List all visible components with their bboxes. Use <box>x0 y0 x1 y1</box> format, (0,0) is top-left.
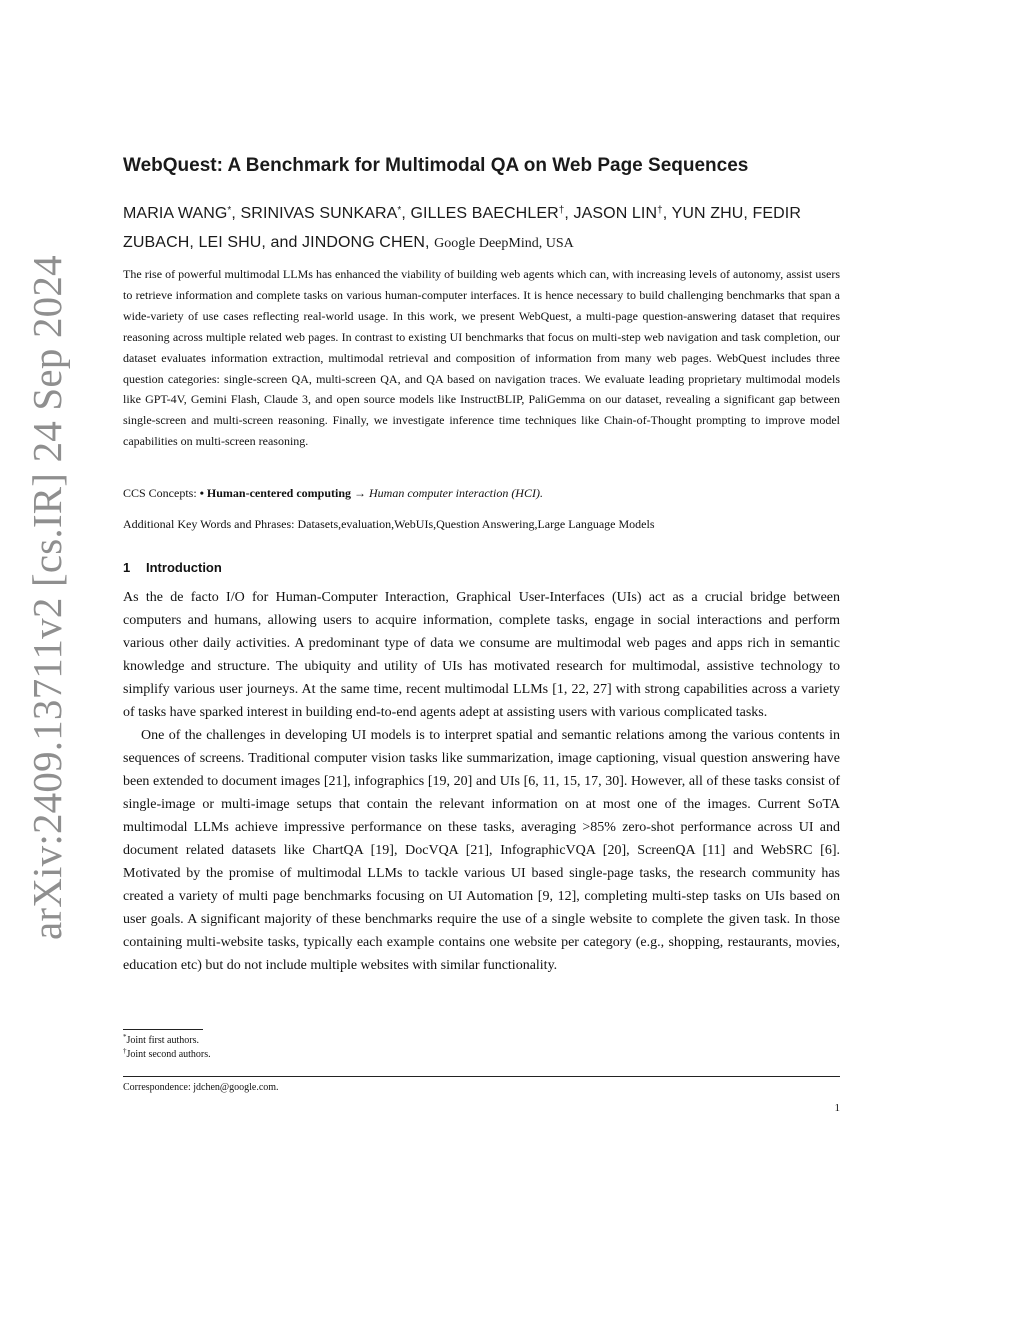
correspondence: Correspondence: jdchen@google.com. <box>123 1082 279 1093</box>
footnotes <box>123 1034 840 1062</box>
footnote-text: Joint second authors. <box>126 1049 211 1060</box>
author-name: MARIA WANG <box>123 205 228 222</box>
body-paragraph: As the de facto I/O for Human-Computer Interaction, Graphical User-Interfaces (UIs) act as a crucial bridge between computers and humans, allowing users to acquire information, complete tasks, engage in social interactions and perform various other daily activities. A predominant type of data we consume are multimodal web pages and apps rich in semantic knowledge and structure. The ubiquity and utility of UIs has motivated research for multimodal, assistive technology to simplify various user journeys. At the same time, recent multimodal LLMs [1, 22, 27] with strong capabilities across a variety of tasks have sparked interest in building end-to-end agents adept at assisting users with various complicated tasks. <box>123 590 840 720</box>
keywords: Additional Key Words and Phrases: Datasets,evaluation,WebUIs,Question Answering,Large Language Models <box>123 517 655 531</box>
author-name: JASON LIN <box>573 205 658 222</box>
footnote-mark: † <box>123 1047 127 1055</box>
ccs-concept: Human-centered computing <box>206 486 351 500</box>
body-paragraph: One of the challenges in developing UI models is to interpret spatial and semantic relations among the various contents in sequences of screens. Traditional computer vision tasks like summarization, image captioning, visual question answering have been extended to document images [21], infographics [19, 20] and UIs [6, 11, 15, 17, 30]. However, all of these tasks consist of single-image or multi-image setups that contain the relevant information on at most one of the images. Current SoTA multimodal LLMs achieve impressive performance on these tasks, averaging >85% zero-shot performance across UI and document related datasets like ChartQA [19], DocVQA [21], InfographicVQA [20], ScreenQA [11] and WebSRC [6]. Motivated by the promise of multimodal LLMs to tackle various UI based single-page tasks, the research community has created a variety of multi page benchmarks focusing on UI Automation [9, 12], completing multi-step tasks on UIs based on user goals. A significant majority of these benchmarks require the use of a single website to complete the given task. In those containing multi-website tasks, typically each example contains one website per category (e.g., shopping, restaurants, movies, education etc) but do not include multiple websites with similar functionality. <box>123 728 840 973</box>
footnote-text: Joint first authors. <box>126 1035 199 1046</box>
ccs-subconcept: Human computer interaction (HCI). <box>369 486 543 500</box>
section-number: 1 <box>123 560 131 575</box>
author-name: GILLES BAECHLER <box>410 205 559 222</box>
abstract: The rise of powerful multimodal LLMs has enhanced the viability of building web agents which can, with increasing levels of autonomy, assist users to retrieve information and complete tasks on various human-computer interfaces. It is hence necessary to build challenging benchmarks that span a wide-variety of use cases reflecting real-world usage. In this work, we present WebQuest, a multi-page question-answering dataset that requires reasoning across multiple related web pages. In contrast to existing UI benchmarks that focus on multi-step web navigation and task completion, our dataset evaluates information extraction, multimodal retrieval and composition of information from many web pages. WebQuest includes three question categories: single-screen QA, multi-screen QA, and QA based on navigation traces. We evaluate leading proprietary multimodal models like GPT-4V, Gemini Flash, Claude 3, and open source models like InstructBLIP, PaliGemma on our dataset, revealing a significant gap between single-screen and multi-screen reasoning. Finally, we investigate inference time techniques like Chain-of-Thought prompting to improve model capabilities on multi-screen reasoning. <box>123 267 840 449</box>
paper-title: WebQuest: A Benchmark for Multimodal QA on Web Page Sequences <box>123 155 749 176</box>
ccs-bullet: • <box>199 486 204 500</box>
author-footnote-mark: * <box>397 205 402 216</box>
author-names-rest: YUN ZHU, FEDIR ZUBACH, LEI SHU, and JINDONG CHEN, <box>123 205 801 251</box>
section-heading <box>123 558 840 578</box>
arxiv-stamp: arXiv:2409.13711v2 [cs.IR] 24 Sep 2024 <box>24 255 70 940</box>
footnote <box>123 1034 840 1048</box>
author-footnote-mark: † <box>558 205 565 216</box>
footnote-mark: * <box>123 1033 127 1041</box>
author-list: MARIA WANG*, SRINIVAS SUNKARA*, GILLES BAECHLER†, JASON LIN†, YUN ZHU, FEDIR ZUBACH, LEI SHU, and JINDONG CHEN, Google DeepMind, USA <box>123 205 801 251</box>
ccs-concepts <box>123 484 840 502</box>
author-affiliation: Google DeepMind, USA <box>434 236 574 251</box>
page-number: 1 <box>834 1102 840 1114</box>
footnote <box>123 1048 840 1062</box>
author-footnote-mark: † <box>657 205 663 216</box>
author-footnote-mark: * <box>227 205 232 216</box>
section-title: Introduction <box>146 560 222 575</box>
page-divider <box>123 1076 840 1077</box>
footnote-divider <box>123 1029 203 1030</box>
author-name: SRINIVAS SUNKARA <box>240 205 398 222</box>
ccs-label: CCS Concepts: <box>123 486 197 500</box>
ccs-arrow: → <box>354 486 366 500</box>
body-text <box>123 586 840 977</box>
